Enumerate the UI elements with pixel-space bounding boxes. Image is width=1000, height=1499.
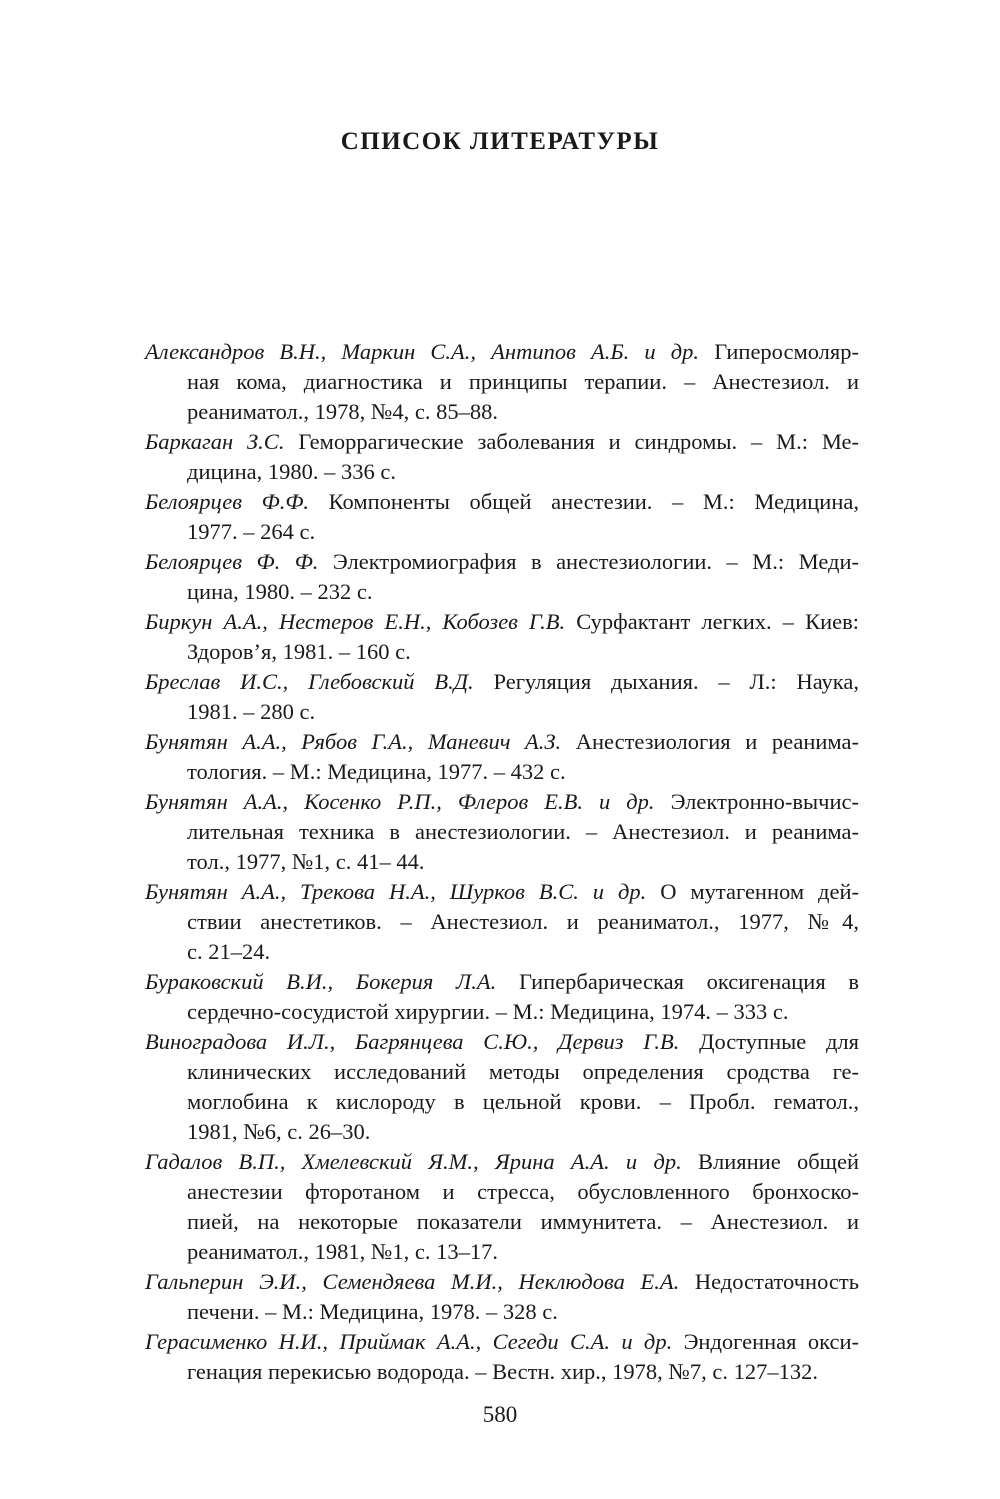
entry-line: 1977. – 264 с. [187, 519, 316, 544]
entry-authors: Бунятян А.А., Рябов Г.А., Маневич А.З. [145, 729, 562, 754]
entry-line: ствии анестетиков. – Анестезиол. и реаниматол., 1977, №4, [187, 909, 859, 934]
entry-authors: Гадалов В.П., Хмелевский Я.М., Ярина А.А. и др. [145, 1149, 682, 1174]
entry-line: сердечно-сосудистой хирургии. – М.: Медицина, 1974. – 333 с. [187, 999, 789, 1024]
bibliography-entry [145, 547, 859, 577]
entry-authors: Виноградова И.Л., Багрянцева С.Ю., Дервиз Г.В. [145, 1029, 680, 1054]
bibliography-entry [145, 667, 859, 697]
bibliography-entry [145, 427, 859, 457]
entry-text: Компоненты общей анестезии. – М.: Медицина, [309, 489, 860, 514]
bibliography-entry [145, 487, 859, 517]
entry-text: Эндогенная окси- [672, 1329, 860, 1354]
entry-line: 1981. – 280 с. [187, 699, 316, 724]
entry-authors: Герасименко Н.И., Приймак А.А., Сегеди С.А. и др. [145, 1329, 673, 1354]
entry-authors: Белоярцев Ф. Ф. [145, 549, 319, 574]
bibliography-entry [145, 1327, 859, 1357]
entry-line: пией, на некоторые показатели иммунитета. – Анестезиол. и [187, 1209, 859, 1234]
entry-text: Доступные для [679, 1029, 859, 1054]
page-number: 580 [482, 1402, 518, 1427]
entry-line: анестезии фторотаном и стресса, обусловленного бронхоско- [187, 1179, 859, 1204]
entry-text: Электромиография в анестезиологии. – М.: Меди- [318, 549, 860, 574]
entry-text: Анестезиология и реанима- [561, 729, 859, 754]
entry-text: Гипербарическая оксигенация в [496, 969, 859, 994]
bibliography-entry [145, 877, 859, 907]
entry-line: дицина, 1980. – 336 с. [187, 459, 396, 484]
entry-text: О мутагенном дей- [646, 879, 859, 904]
entry-text: Геморрагические заболевания и синдромы. – М.: Ме- [284, 429, 860, 454]
bibliography-entry [145, 787, 859, 817]
bibliography-entry [145, 607, 859, 637]
entry-authors: Гальперин Э.И., Семендяева М.И., Неклюдова Е.А. [145, 1269, 680, 1294]
bibliography-entry [145, 1147, 859, 1177]
entry-line: лительная техника в анестезиологии. – Анестезиол. и реанима- [187, 819, 859, 844]
entry-text: Сурфактант легких. – Киев: [565, 609, 859, 634]
page-title: СПИСОК ЛИТЕРАТУРЫ [340, 128, 660, 155]
entry-line: 1981, №6, с. 26–30. [187, 1119, 371, 1144]
entry-authors: Бреслав И.С., Глебовский В.Д. [145, 669, 474, 694]
bibliography-entry [145, 727, 859, 757]
entry-line: тол., 1977, №1, с. 41– 44. [187, 849, 425, 874]
entry-text: Регуляция дыхания. – Л.: Наука, [473, 669, 860, 694]
entry-authors: Белоярцев Ф.Ф. [145, 489, 310, 514]
entry-line: тология. – М.: Медицина, 1977. – 432 с. [187, 759, 566, 784]
entry-line: генация перекисью водорода. – Вестн. хир., 1978, №7, с. 127–132. [187, 1359, 819, 1384]
entry-line: моглобина к кислороду в цельной крови. – Пробл. гематол., [187, 1089, 859, 1114]
bibliography-entry [145, 967, 859, 997]
entry-line: реаниматол., 1978, №4, с. 85–88. [187, 399, 498, 424]
bibliography-entry [145, 1267, 859, 1297]
entry-line: ная кома, диагностика и принципы терапии. – Анестезиол. и [187, 369, 859, 394]
entry-authors: Бунятян А.А., Трекова Н.А., Шурков В.С. и др. [145, 879, 647, 904]
bibliography-entry [145, 337, 859, 367]
bibliography-entry [145, 1027, 859, 1057]
entry-line: Здоров’я, 1981. – 160 с. [187, 639, 411, 664]
entry-text: Гиперосмоляр- [699, 339, 859, 364]
entry-line: цина, 1980. – 232 с. [187, 579, 373, 604]
entry-authors: Бураковский В.И., Бокерия Л.А. [145, 969, 497, 994]
entry-authors: Александров В.Н., Маркин С.А., Антипов А.Б. и др. [145, 339, 700, 364]
entry-line: клинических исследований методы определения сродства ге- [187, 1059, 859, 1084]
entry-authors: Бунятян А.А., Косенко Р.П., Флеров Е.В. и др. [145, 789, 655, 814]
entry-authors: Биркун А.А., Нестеров Е.Н., Кобозев Г.В. [145, 609, 566, 634]
entry-line: с. 21–24. [187, 939, 271, 964]
entry-line: реаниматол., 1981, №1, с. 13–17. [187, 1239, 498, 1264]
entry-authors: Баркаган З.С. [145, 429, 285, 454]
entry-text: Недостаточность [679, 1269, 859, 1294]
entry-text: Электронно-вычис- [654, 789, 859, 814]
entry-line: печени. – М.: Медицина, 1978. – 328 с. [187, 1299, 558, 1324]
entry-text: Влияние общей [681, 1149, 860, 1174]
